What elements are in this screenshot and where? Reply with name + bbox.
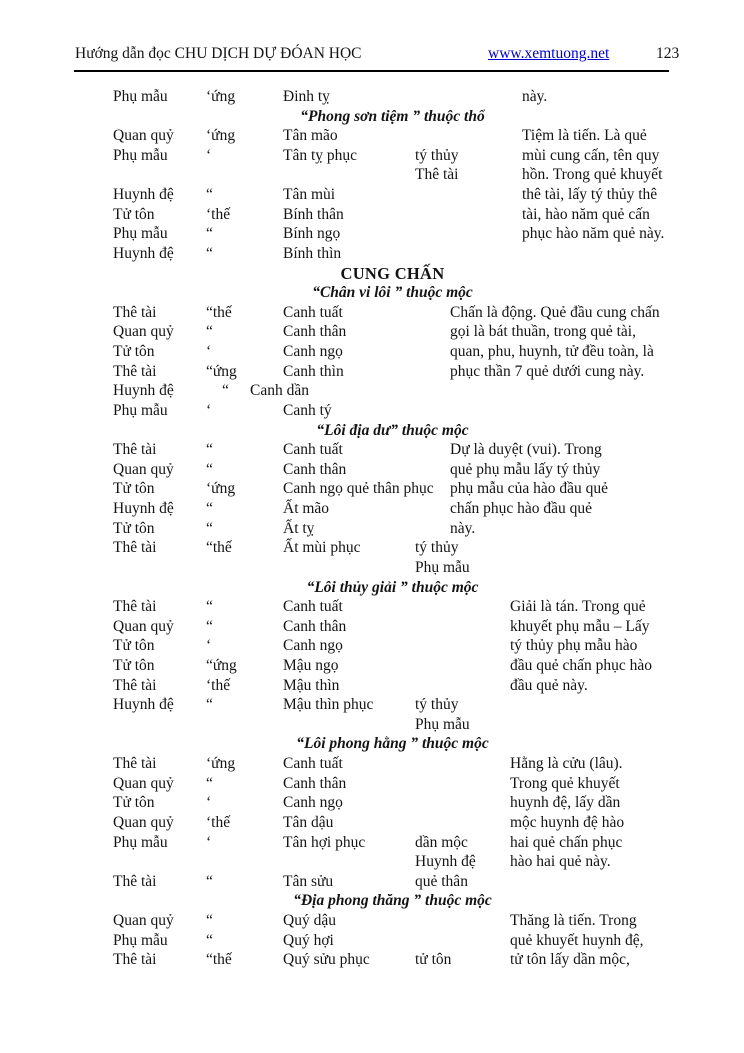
stem-branch-cell: Tân tỵ phục bbox=[283, 146, 358, 164]
table-row bbox=[0, 872, 744, 892]
hidden-god-cell: tý thủy bbox=[415, 146, 459, 164]
table-row bbox=[0, 695, 744, 715]
role-cell: Huynh đệ bbox=[113, 500, 174, 518]
role-cell: Quan quỷ bbox=[113, 323, 174, 341]
stem-branch-cell: Quý dậu bbox=[283, 912, 336, 930]
hidden-god-cell: tý thủy bbox=[415, 539, 459, 557]
mark-cell: ‘ứng bbox=[206, 755, 236, 773]
note-cell: tử tôn lấy dần mộc, bbox=[510, 951, 630, 969]
mark-cell: “ bbox=[206, 931, 213, 949]
note-cell: quẻ phụ mẫu lấy tý thủy bbox=[450, 460, 601, 478]
mark-cell: “ bbox=[206, 225, 213, 243]
stem-branch-cell: Canh ngọ quẻ thân phục bbox=[283, 480, 434, 498]
note-cell: mộc huynh đệ hào bbox=[510, 813, 625, 831]
table-row bbox=[0, 440, 744, 460]
stem-branch-cell: Canh ngọ bbox=[283, 637, 343, 655]
note-cell: Giải là tán. Trong quẻ bbox=[510, 598, 646, 616]
table-row bbox=[0, 322, 744, 342]
table-row bbox=[0, 146, 744, 166]
stem-branch-cell: Canh thìn bbox=[283, 362, 344, 380]
role-cell: Thê tài bbox=[113, 362, 157, 380]
role-cell: Thê tài bbox=[113, 441, 157, 459]
role-cell: Tử tôn bbox=[113, 656, 155, 674]
stem-branch-cell: Tân mão bbox=[283, 127, 338, 145]
hexagram-heading: “Phong sơn tiệm ” thuộc thổ bbox=[300, 107, 485, 125]
role-cell: Quan quỷ bbox=[113, 127, 174, 145]
table-row bbox=[0, 224, 744, 244]
stem-branch-cell: Đinh tỵ bbox=[283, 88, 330, 105]
role-cell: Tử tôn bbox=[113, 519, 155, 537]
hidden-god-cell: quẻ thân bbox=[415, 872, 468, 890]
mark-cell: ‘ứng bbox=[206, 127, 236, 145]
mark-cell: “ bbox=[206, 186, 213, 204]
role-cell: Phụ mẫu bbox=[113, 833, 168, 851]
mark-cell: “ bbox=[206, 244, 213, 262]
stem-branch-cell: Tân mùi bbox=[283, 186, 336, 204]
note-cell: Tiệm là tiến. Là quẻ bbox=[522, 127, 647, 145]
stem-branch-cell: Ất mão bbox=[283, 500, 330, 518]
role-cell: Thê tài bbox=[113, 872, 157, 890]
stem-branch-cell: Mậu ngọ bbox=[283, 656, 339, 674]
note-cell: hồn. Trong quẻ khuyết bbox=[522, 166, 663, 184]
table-row bbox=[0, 342, 744, 362]
role-cell: Thê tài bbox=[113, 676, 157, 694]
mark-cell: “ bbox=[206, 872, 213, 890]
note-cell: phục thần 7 quẻ dưới cung này. bbox=[450, 362, 645, 380]
hidden-god-cell: Thê tài bbox=[415, 166, 459, 184]
note-cell: phụ mẫu của hào đầu quẻ bbox=[450, 480, 608, 498]
role-cell: Tử tôn bbox=[113, 343, 155, 361]
note-cell: Thăng là tiến. Trong bbox=[510, 912, 637, 930]
mark-cell: ‘thế bbox=[206, 676, 231, 694]
mark-cell: ‘thế bbox=[206, 813, 231, 831]
mark-cell: “ bbox=[206, 460, 213, 478]
hexagram-heading: “Lôi địa dư” thuộc mộc bbox=[316, 421, 469, 439]
table-row bbox=[0, 165, 744, 185]
role-cell: Quan quỷ bbox=[113, 774, 174, 792]
role-cell: Quan quỷ bbox=[113, 813, 174, 831]
table-row bbox=[0, 519, 744, 539]
table-row bbox=[0, 460, 744, 480]
hidden-god-cell: Phụ mẫu bbox=[415, 715, 470, 733]
role-cell: Tử tôn bbox=[113, 637, 155, 655]
table-row bbox=[0, 833, 744, 853]
stem-branch-cell: Tân sửu bbox=[283, 872, 334, 890]
role-cell: Huynh đệ bbox=[113, 244, 174, 262]
mark-cell: “ứng bbox=[206, 362, 237, 380]
note-cell: khuyết phụ mẫu – Lấy bbox=[510, 617, 650, 635]
website-link[interactable]: www.xemtuong.net bbox=[488, 45, 610, 62]
table-row bbox=[0, 931, 744, 951]
mark-cell: “thế bbox=[206, 951, 232, 969]
role-cell: Phụ mẫu bbox=[113, 931, 168, 949]
stem-branch-cell: Canh dần bbox=[250, 382, 309, 400]
note-cell: đầu quẻ chấn phục hào bbox=[510, 656, 653, 674]
note-cell: hai quẻ chấn phục bbox=[510, 833, 623, 851]
table-row bbox=[0, 676, 744, 696]
mark-cell: “ bbox=[222, 382, 229, 400]
note-cell: thê tài, lấy tý thủy thê bbox=[522, 186, 658, 204]
hidden-god-cell: Phụ mẫu bbox=[415, 558, 470, 576]
note-cell: tý thủy phụ mẫu hào bbox=[510, 637, 638, 655]
stem-branch-cell: Ất tỵ bbox=[283, 519, 315, 537]
table-row bbox=[0, 911, 744, 931]
role-cell: Thê tài bbox=[113, 598, 157, 616]
mark-cell: ‘thế bbox=[206, 205, 231, 223]
table-row bbox=[0, 558, 744, 578]
hexagram-heading: “Chân vi lôi ” thuộc mộc bbox=[312, 284, 473, 302]
mark-cell: “ bbox=[206, 774, 213, 792]
table-row bbox=[0, 381, 744, 401]
table-row bbox=[0, 362, 744, 382]
hidden-god-cell: dần mộc bbox=[415, 833, 468, 851]
hexagram-heading: “Địa phong thăng ” thuộc mộc bbox=[293, 892, 492, 910]
stem-branch-cell: Bính thìn bbox=[283, 244, 342, 262]
stem-branch-cell: Canh thân bbox=[283, 617, 347, 635]
role-cell: Quan quỷ bbox=[113, 617, 174, 635]
table-row bbox=[0, 499, 744, 519]
role-cell: Phụ mẫu bbox=[113, 88, 168, 105]
role-cell: Huynh đệ bbox=[113, 382, 174, 400]
table-row bbox=[0, 303, 744, 323]
table-row bbox=[0, 479, 744, 499]
role-cell: Quan quỷ bbox=[113, 460, 174, 478]
note-cell: hào hai quẻ này. bbox=[510, 853, 611, 871]
note-cell: này. bbox=[522, 88, 548, 105]
role-cell: Huynh đệ bbox=[113, 186, 174, 204]
stem-branch-cell: Quý hợi bbox=[283, 931, 334, 949]
table-row bbox=[0, 401, 744, 421]
note-cell: tài, hào năm quẻ cấn bbox=[522, 205, 650, 223]
table-row bbox=[0, 950, 744, 970]
mark-cell: ‘ứng bbox=[206, 88, 236, 105]
table-row bbox=[0, 538, 744, 558]
stem-branch-cell: Canh thân bbox=[283, 460, 347, 478]
stem-branch-cell: Canh tuất bbox=[283, 598, 343, 616]
table-row bbox=[0, 774, 744, 794]
table-row bbox=[0, 793, 744, 813]
table-row bbox=[0, 126, 744, 146]
note-cell: chấn phục hào đầu quẻ bbox=[450, 500, 593, 518]
stem-branch-cell: Ất mùi phục bbox=[283, 539, 361, 557]
role-cell: Tử tôn bbox=[113, 480, 155, 498]
role-cell: Thê tài bbox=[113, 755, 157, 773]
hidden-god-cell: tử tôn bbox=[415, 951, 452, 969]
table-row bbox=[0, 87, 744, 107]
role-cell: Thê tài bbox=[113, 951, 157, 969]
role-cell: Thê tài bbox=[113, 539, 157, 557]
stem-branch-cell: Tân dậu bbox=[283, 813, 334, 831]
mark-cell: “ bbox=[206, 696, 213, 714]
mark-cell: “ứng bbox=[206, 656, 237, 674]
note-cell: mùi cung cấn, tên quy bbox=[522, 146, 660, 164]
mark-cell: “ bbox=[206, 323, 213, 341]
stem-branch-cell: Canh ngọ bbox=[283, 794, 343, 812]
table-row bbox=[0, 205, 744, 225]
note-cell: này. bbox=[450, 519, 476, 537]
hidden-god-cell: Huynh đệ bbox=[415, 853, 476, 871]
role-cell: Tử tôn bbox=[113, 205, 155, 223]
hexagram-heading: “Lôi phong hằng ” thuộc mộc bbox=[296, 735, 489, 753]
stem-branch-cell: Bính ngọ bbox=[283, 225, 341, 243]
mark-cell: ‘ bbox=[206, 401, 212, 419]
mark-cell: “ bbox=[206, 500, 213, 518]
mark-cell: ‘ bbox=[206, 343, 212, 361]
role-cell: Thê tài bbox=[113, 303, 157, 321]
stem-branch-cell: Canh thân bbox=[283, 323, 347, 341]
stem-branch-cell: Quý sửu phục bbox=[283, 951, 370, 969]
note-cell: quan, phu, huynh, tử đều toàn, là bbox=[450, 343, 654, 361]
stem-branch-cell: Bính thân bbox=[283, 205, 344, 223]
note-cell: gọi là bát thuần, trong quẻ tài, bbox=[450, 323, 636, 341]
role-cell: Tử tôn bbox=[113, 794, 155, 812]
note-cell: huynh đệ, lấy dần bbox=[510, 794, 621, 812]
mark-cell: ‘ bbox=[206, 146, 212, 164]
table-row bbox=[0, 715, 744, 735]
table-row bbox=[0, 617, 744, 637]
stem-branch-cell: Canh tuất bbox=[283, 303, 343, 321]
mark-cell: “ bbox=[206, 617, 213, 635]
mark-cell: ‘ứng bbox=[206, 480, 236, 498]
table-row bbox=[0, 244, 744, 264]
mark-cell: ‘ bbox=[206, 637, 212, 655]
role-cell: Phụ mẫu bbox=[113, 146, 168, 164]
page-number: 123 bbox=[656, 45, 680, 62]
note-cell: Chấn là động. Quẻ đầu cung chấn bbox=[450, 303, 660, 321]
role-cell: Phụ mẫu bbox=[113, 225, 168, 243]
table-row bbox=[0, 636, 744, 656]
note-cell: Trong quẻ khuyết bbox=[510, 774, 620, 792]
note-cell: quẻ khuyết huynh đệ, bbox=[510, 931, 644, 949]
table-row bbox=[0, 597, 744, 617]
stem-branch-cell: Canh tuất bbox=[283, 441, 343, 459]
table-row bbox=[0, 813, 744, 833]
hidden-god-cell: tý thủy bbox=[415, 696, 459, 714]
mark-cell: “ bbox=[206, 598, 213, 616]
mark-cell: “ bbox=[206, 912, 213, 930]
mark-cell: “thế bbox=[206, 539, 232, 557]
mark-cell: “ bbox=[206, 519, 213, 537]
table-row bbox=[0, 185, 744, 205]
table-row bbox=[0, 754, 744, 774]
mark-cell: “thế bbox=[206, 303, 232, 321]
mark-cell: ‘ bbox=[206, 794, 212, 812]
stem-branch-cell: Canh tý bbox=[283, 401, 332, 419]
mark-cell: ‘ bbox=[206, 833, 212, 851]
note-cell: phục hào năm quẻ này. bbox=[522, 225, 665, 243]
mark-cell: “ bbox=[206, 441, 213, 459]
table-row bbox=[0, 852, 744, 872]
stem-branch-cell: Mậu thìn phục bbox=[283, 696, 374, 714]
role-cell: Phụ mẫu bbox=[113, 401, 168, 419]
page-title: Hướng dẫn đọc CHU DỊCH DỰ ĐÓAN HỌC bbox=[75, 45, 362, 62]
hexagram-heading: “Lôi thủy giải ” thuộc mộc bbox=[306, 578, 479, 596]
note-cell: Dự là duyệt (vui). Trong bbox=[450, 441, 602, 459]
stem-branch-cell: Canh thân bbox=[283, 774, 347, 792]
note-cell: Hằng là cửu (lâu). bbox=[510, 755, 623, 773]
stem-branch-cell: Canh ngọ bbox=[283, 343, 343, 361]
stem-branch-cell: Tân hợi phục bbox=[283, 833, 366, 851]
role-cell: Quan quỷ bbox=[113, 912, 174, 930]
note-cell: đầu quẻ này. bbox=[510, 676, 588, 694]
stem-branch-cell: Canh tuất bbox=[283, 755, 343, 773]
stem-branch-cell: Mậu thìn bbox=[283, 676, 340, 694]
table-row bbox=[0, 656, 744, 676]
role-cell: Huynh đệ bbox=[113, 696, 174, 714]
cung-heading: CUNG CHẤN bbox=[340, 263, 445, 283]
